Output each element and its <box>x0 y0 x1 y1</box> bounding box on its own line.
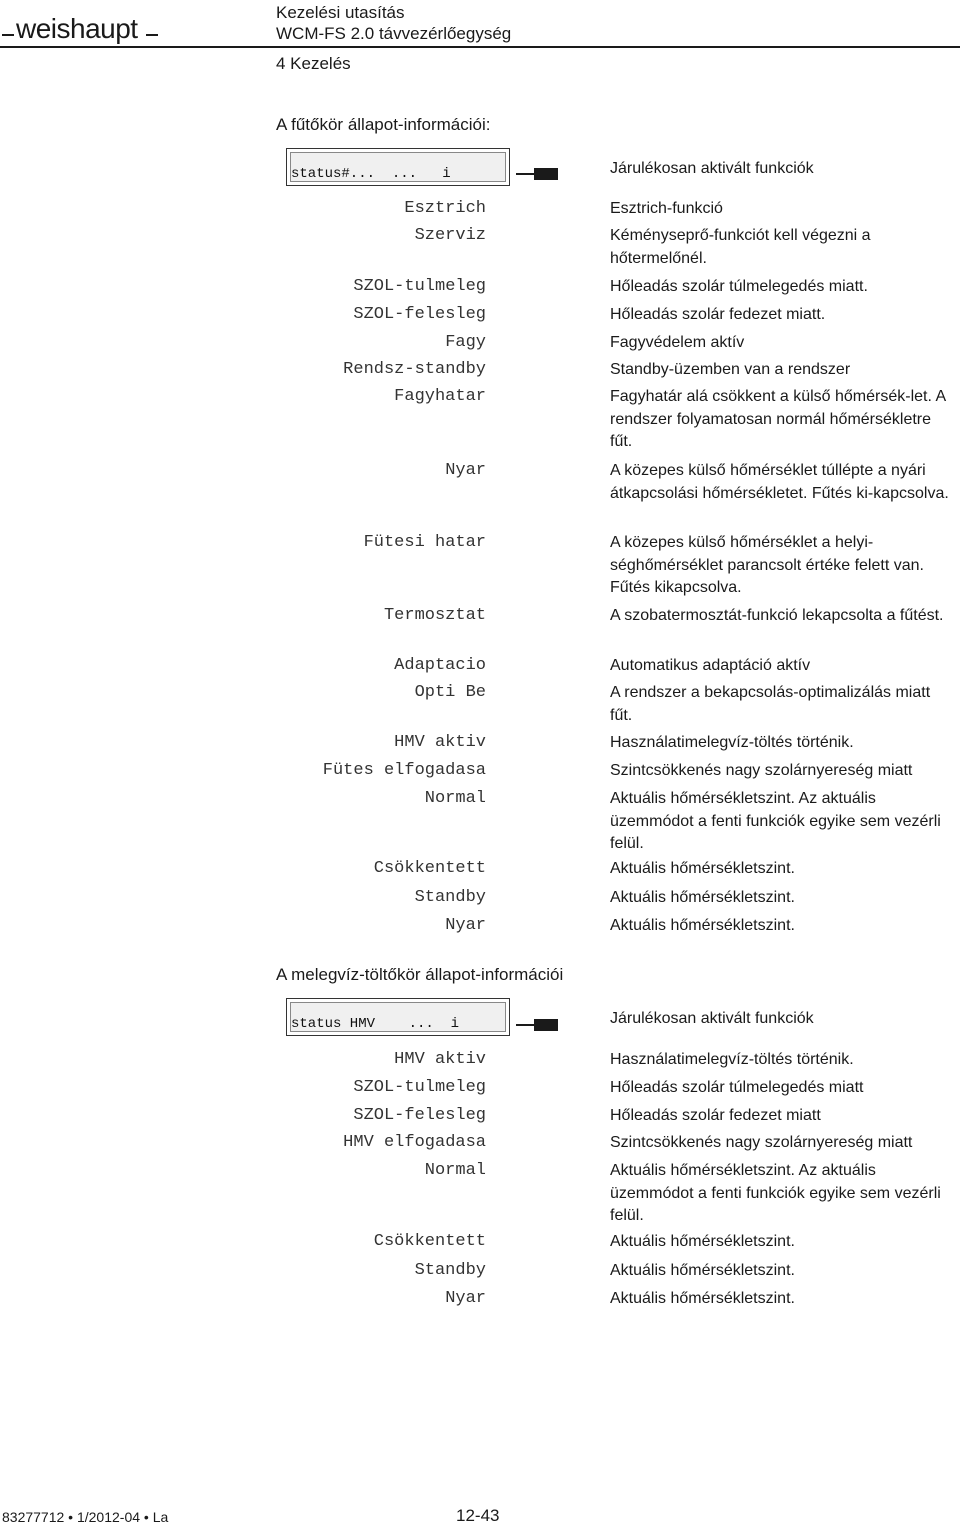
status-code: Nyar <box>445 916 486 935</box>
status-code: Normal <box>424 1161 486 1180</box>
heating-display-text: status#... ... i <box>291 166 451 182</box>
status-description: Aktuális hőmérsékletszint. <box>610 889 795 906</box>
status-code: Opti Be <box>414 683 486 702</box>
status-description: Szintcsökkenés nagy szolárnyereség miatt <box>610 762 913 779</box>
status-description: Standby-üzemben van a rendszer <box>610 361 851 378</box>
heating-display <box>286 148 510 186</box>
status-code: Adaptacio <box>394 656 486 675</box>
status-code: SZOL-felesleg <box>353 1106 486 1125</box>
status-description: Aktuális hőmérsékletszint. <box>610 1233 795 1250</box>
heating-column-heading: Járulékosan aktivált funkciók <box>610 160 814 177</box>
brand-name: weishaupt <box>16 13 138 44</box>
status-code: Esztrich <box>404 199 486 218</box>
document-subtitle: WCM-FS 2.0 távvezérlőegység <box>276 24 512 43</box>
status-description: Fagyvédelem aktív <box>610 334 745 351</box>
status-code: SZOL-tulmeleg <box>353 277 486 296</box>
status-description: Aktuális hőmérsékletszint. <box>610 1290 795 1307</box>
status-code: Normal <box>424 789 486 808</box>
status-description: Kéményseprő-funkciót kell végezni a hőtermelőnél. <box>610 227 871 267</box>
status-description: A rendszer a bekapcsolás-optimalizálás miatt fűt. <box>610 684 931 724</box>
status-description: Hőleadás szolár fedezet miatt. <box>610 306 826 323</box>
status-code: Standby <box>414 1261 486 1280</box>
status-code: Csökkentett <box>373 1232 486 1251</box>
status-code: Nyar <box>445 461 486 480</box>
status-code: Fütesi hatar <box>363 533 486 552</box>
status-code: HMV elfogadasa <box>343 1133 486 1152</box>
status-code: HMV aktiv <box>394 1050 486 1069</box>
hotwater-column-heading: Járulékosan aktivált funkciók <box>610 1010 814 1027</box>
status-code: HMV aktiv <box>394 733 486 752</box>
status-code: Fagy <box>445 333 486 352</box>
status-code: Standby <box>414 888 486 907</box>
status-description: Fagyhatár alá csökkent a külső hőmérsék-let. A rendszer folyamatosan normál hőmérsékletre fűt. <box>610 388 946 450</box>
status-description: Aktuális hőmérsékletszint. Az aktuális üzemmódot a fenti funkciók egyike sem vezérli felül. <box>610 1162 941 1224</box>
status-code: Fagyhatar <box>394 387 486 406</box>
status-description: Hőleadás szolár fedezet miatt <box>610 1107 821 1124</box>
hotwater-section-title: A melegvíz-töltőkör állapot-információi <box>276 965 564 984</box>
status-description: Használatimelegvíz-töltés történik. <box>610 1051 854 1068</box>
status-code: Termosztat <box>383 606 486 625</box>
status-description: Hőleadás szolár túlmelegedés miatt. <box>610 278 868 295</box>
status-description: Aktuális hőmérsékletszint. <box>610 860 795 877</box>
status-description: Esztrich-funkció <box>610 200 723 217</box>
chapter-title: 4 Kezelés <box>276 54 351 73</box>
selector-knob-icon <box>516 168 558 180</box>
brand-logo <box>0 12 160 46</box>
status-description: Aktuális hőmérsékletszint. <box>610 1262 795 1279</box>
status-description: Szintcsökkenés nagy szolárnyereség miatt <box>610 1134 913 1151</box>
heating-section-title: A fűtőkör állapot-információi: <box>276 115 491 134</box>
status-description: Hőleadás szolár túlmelegedés miatt <box>610 1079 864 1096</box>
status-code: Szerviz <box>414 226 486 245</box>
hotwater-display <box>286 998 510 1036</box>
page-number: 12-43 <box>456 1506 500 1525</box>
status-code: Rendsz-standby <box>343 360 486 379</box>
status-description: Használatimelegvíz-töltés történik. <box>610 734 854 751</box>
status-code: Csökkentett <box>373 859 486 878</box>
status-description: A közepes külső hőmérséklet túllépte a nyári átkapcsolási hőmérsékletet. Fűtés ki-kapcsolva. <box>610 462 949 502</box>
hotwater-display-text: status HMV ... i <box>291 1016 460 1032</box>
status-description: A közepes külső hőmérséklet a helyi-séghőmérséklet parancsolt értéke felett van. Fűtés kikapcsolva. <box>610 534 924 596</box>
status-code: Nyar <box>445 1289 486 1308</box>
logo-dash-left <box>2 34 14 36</box>
header-divider <box>0 46 960 48</box>
status-description: Aktuális hőmérsékletszint. Az aktuális üzemmódot a fenti funkciók egyike sem vezérli felül. <box>610 790 941 852</box>
status-description: A szobatermosztát-funkció lekapcsolta a fűtést. <box>610 607 944 624</box>
status-code: SZOL-felesleg <box>353 305 486 324</box>
status-code: SZOL-tulmeleg <box>353 1078 486 1097</box>
document-title: Kezelési utasítás <box>276 3 405 22</box>
status-code: Fütes elfogadasa <box>322 761 486 780</box>
document-code: 83277712 • 1/2012-04 • La <box>2 1509 169 1525</box>
selector-knob-icon <box>516 1019 558 1031</box>
status-description: Automatikus adaptáció aktív <box>610 657 811 674</box>
status-description: Aktuális hőmérsékletszint. <box>610 917 795 934</box>
logo-dash-right <box>146 34 158 36</box>
